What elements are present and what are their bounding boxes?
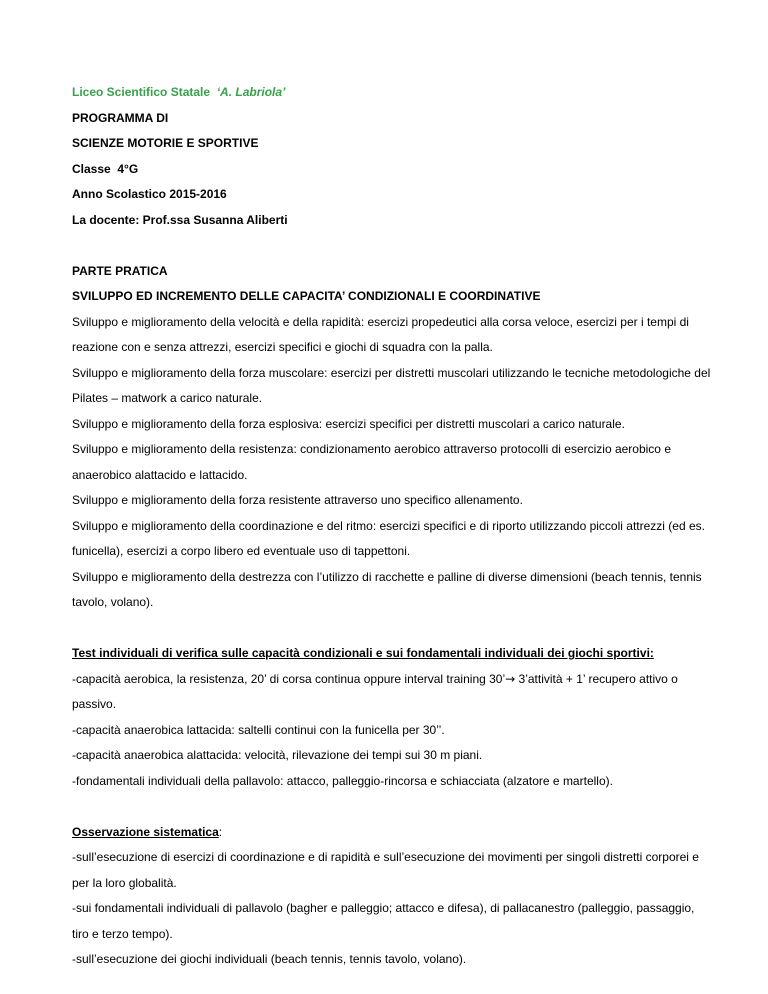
school-name: Liceo Scientifico Statale ‘A. Labriola’ [72, 85, 286, 99]
test-item: -capacità anaerobica lattacida: saltelli continui con la funicella per 30’’. [72, 722, 445, 737]
practical-item: Sviluppo e miglioramento della forza esplosiva: esercizi specifici per distretti muscolari a carico naturale. [72, 416, 625, 431]
practical-item: Sviluppo e miglioramento della destrezza con l’utilizzo di racchette e palline di diverse dimensioni (beach tennis, tennis tavolo, volano). [72, 569, 702, 609]
arrow-right-icon: → [505, 671, 516, 686]
spacer [72, 794, 712, 820]
practical-item: Sviluppo e miglioramento della forza resistente attraverso uno specifico allenamento. [72, 493, 523, 507]
subject-title: SCIENZE MOTORIE E SPORTIVE [72, 136, 259, 150]
practical-subsection-title: SVILUPPO ED INCREMENTO DELLE CAPACITA’ CONDIZIONALI E COORDINATIVE [72, 289, 541, 303]
school-year: Anno Scolastico 2015-2016 [72, 187, 227, 201]
test-item: -capacità aerobica, la resistenza, 20’ di corsa continua oppure interval training 30’→ 3’attività + 1’ recupero attivo o passivo. [72, 671, 678, 711]
practical-item: Sviluppo e miglioramento della velocità e della rapidità: esercizi propedeutici alla corsa veloce, esercizi per i tempi di reazione con e senza attrezzi, esercizi specifici e giochi di squadra con la palla. [72, 314, 689, 354]
observation-title: Osservazione sistematica: [72, 824, 223, 839]
document-page [72, 80, 712, 973]
observation-item: -sull’esecuzione dei giochi individuali (beach tennis, tennis tavolo, volano). [72, 952, 467, 966]
practical-item: Sviluppo e miglioramento della resistenza: condizionamento aerobico attraverso protocolli di esercizio aerobico e anaerobico alattacido e lattacido. [72, 442, 671, 482]
class-label: Classe 4°G [72, 161, 139, 176]
school-name-italic: ‘A. Labriola’ [216, 85, 286, 99]
program-label: PROGRAMMA DI [72, 110, 169, 125]
practical-section-title: PARTE PRATICA [72, 263, 168, 278]
practical-item: Sviluppo e miglioramento della forza muscolare: esercizi per distretti muscolari utilizzando le tecniche metodologiche del Pilates – matwork a carico naturale. [72, 365, 711, 405]
test-item: -capacità anaerobica alattacida: velocità, rilevazione dei tempi sui 30 m piani. [72, 748, 483, 762]
teacher-name: La docente: Prof.ssa Susanna Aliberti [72, 212, 288, 227]
test-item: -fondamentali individuali della pallavolo: attacco, palleggio-rincorsa e schiacciata (alzatore e martello). [72, 773, 613, 788]
observation-item: -sull’esecuzione di esercizi di coordinazione e di rapidità e sull’esecuzione dei movimenti per singoli distretti corporei e per la loro globalità. [72, 850, 699, 890]
spacer [72, 616, 712, 642]
observation-item: -sui fondamentali individuali di pallavolo (bagher e palleggio; attacco e difesa), di pallacanestro (palleggio, passaggio, tiro e terzo tempo). [72, 901, 695, 941]
practical-item: Sviluppo e miglioramento della coordinazione e del ritmo: esercizi specifici e di riporto utilizzando piccoli attrezzi (ed es. funicella), esercizi a corpo libero ed eventuale uso di tappettoni. [72, 518, 705, 558]
spacer [72, 233, 712, 259]
tests-title: Test individuali di verifica sulle capacità condizionali e sui fondamentali individuali dei giochi sportivi: [72, 646, 654, 660]
